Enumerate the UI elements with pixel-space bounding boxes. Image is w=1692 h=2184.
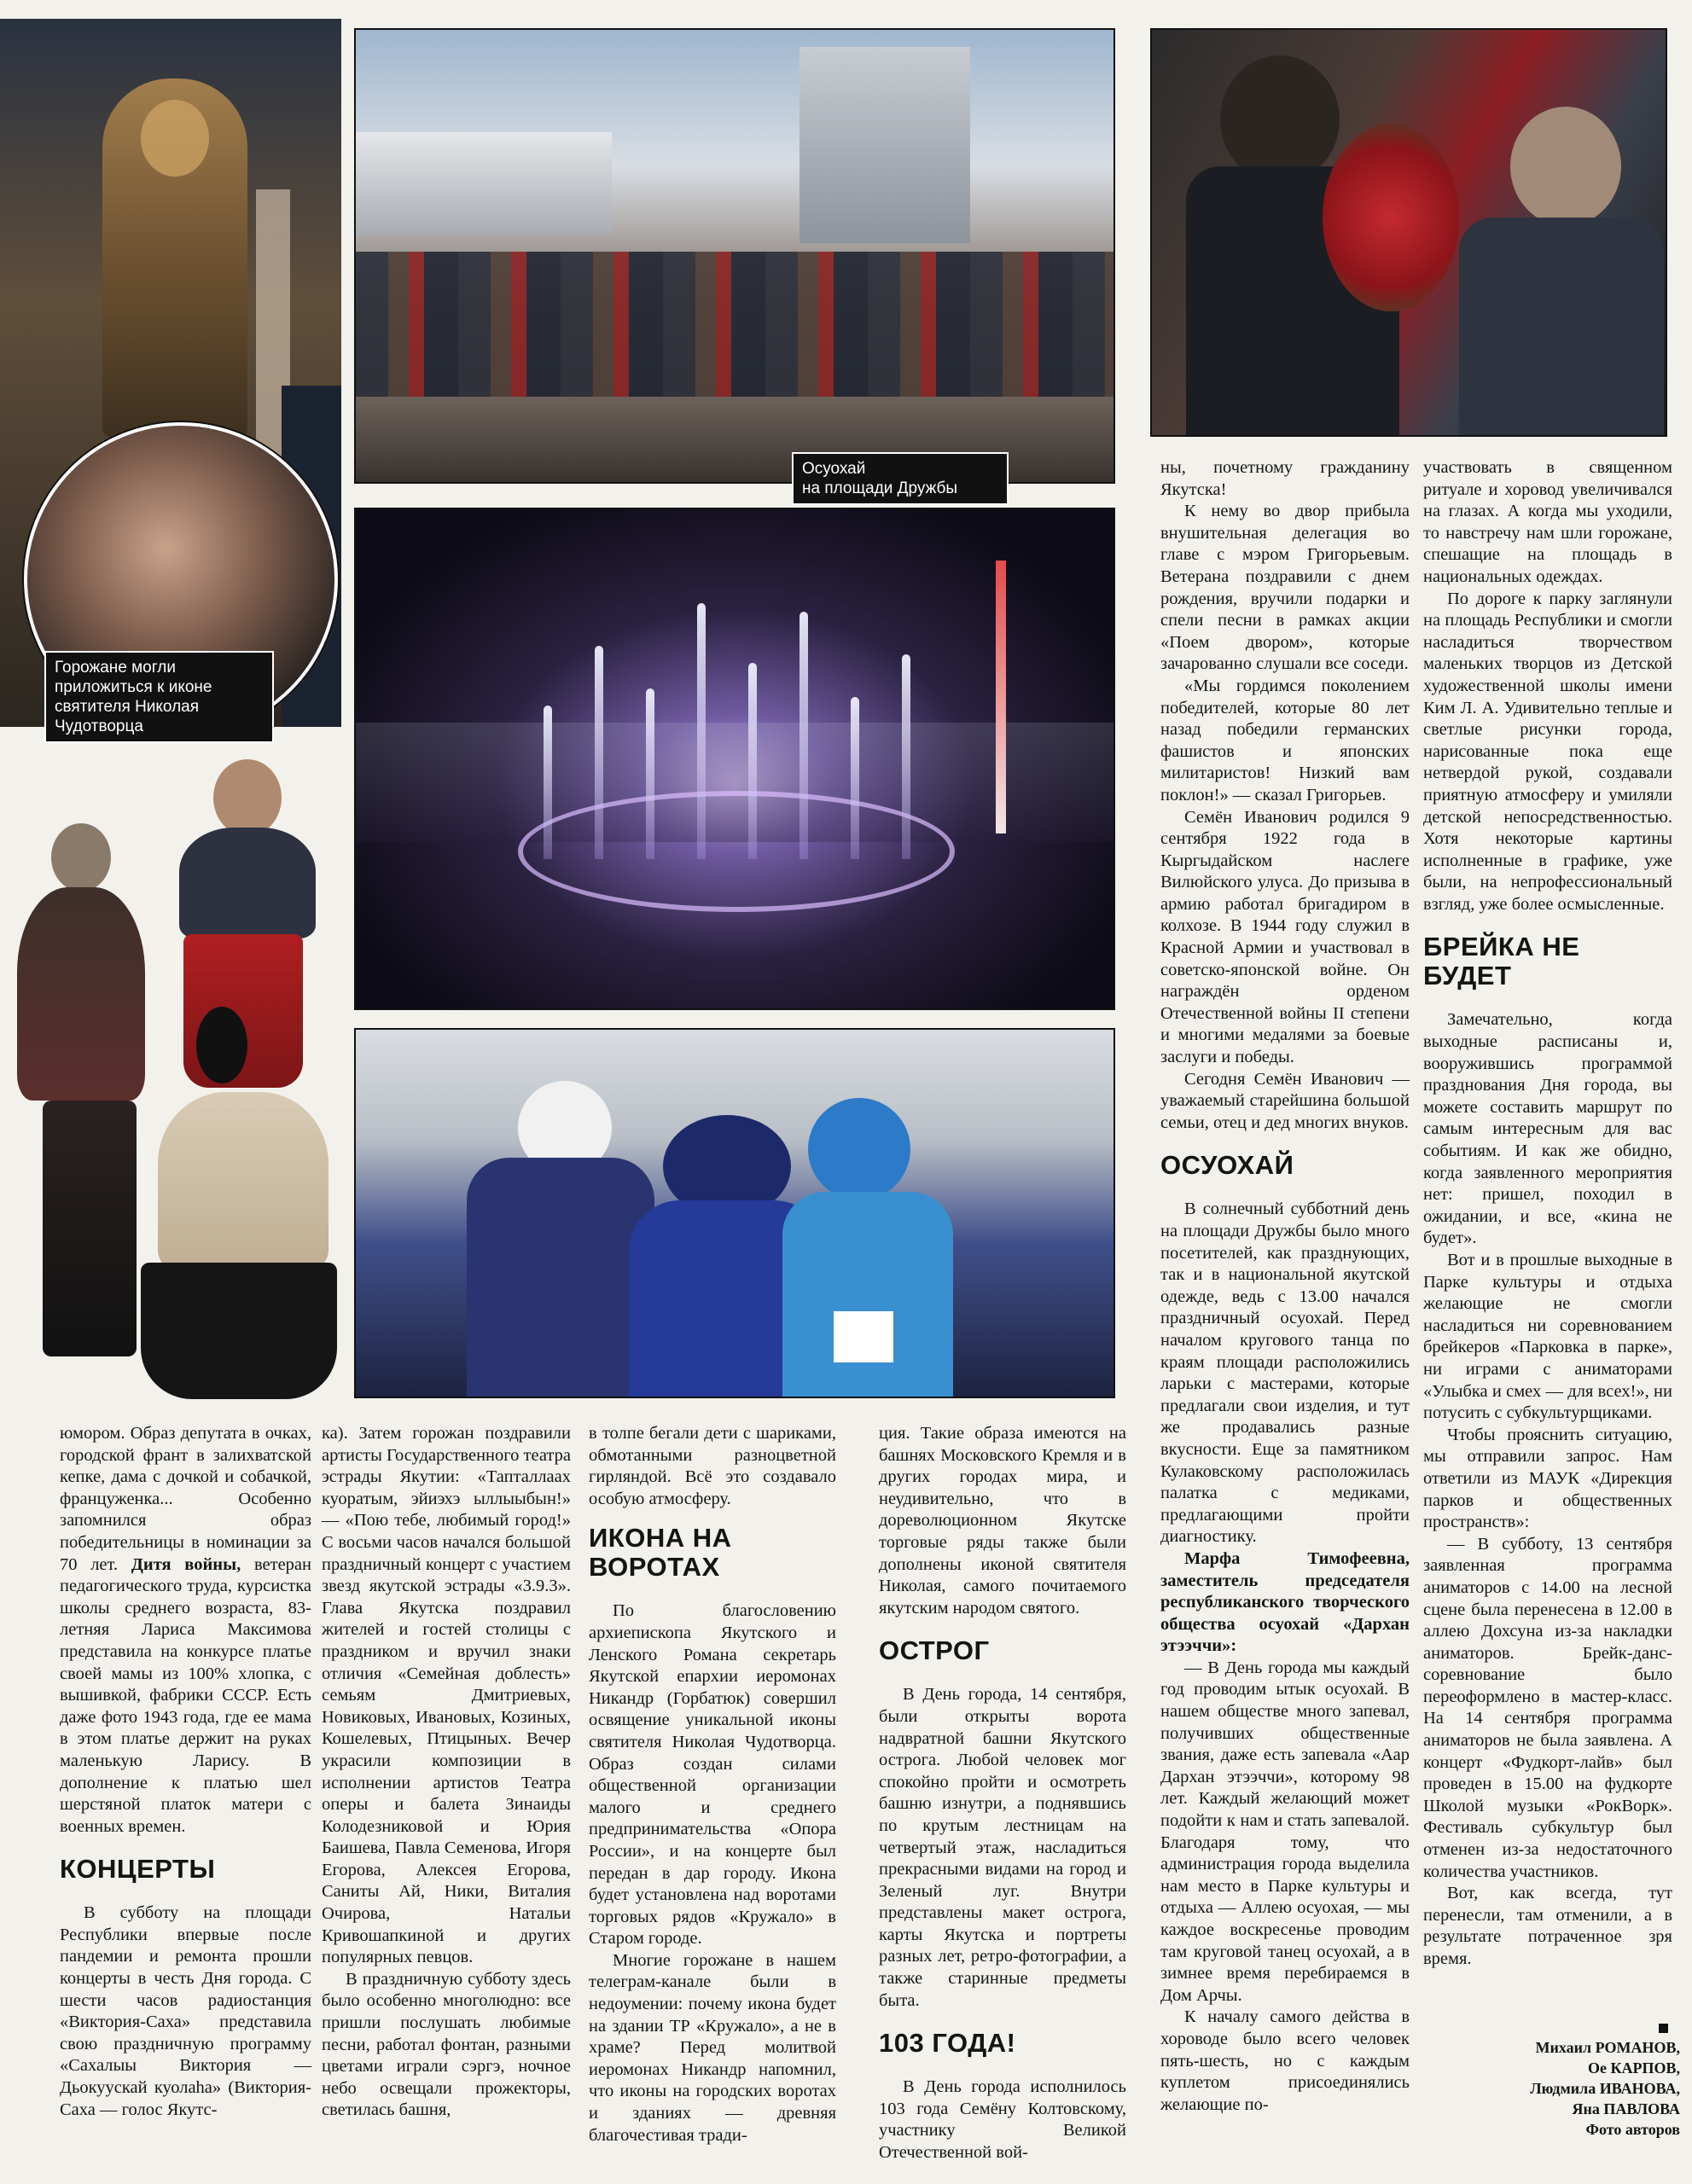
paragraph: — В субботу, 13 сентября заявленная программа аниматоров с 14.00 на лесной сцене была перенесена в 12.00 в аллею Дохсуна из-за накладки аниматоров. Брейк-данс-соревнование было переоформлено в мастер-класс. На 14 сентября программа аниматоров не была заявлена. А концерт «Фудкорт-лайв» был проведен в 15.00 на фудкорте Школой музыки «РокВорк». Фестиваль субкультур был отменен из-за недостаточного количества участников. <box>1423 1534 1672 1881</box>
author-name: Михаил РОМАНОВ, <box>1535 2039 1680 2056</box>
paragraph: ция. Такие образа имеются на башнях Московского Кремля и в других городах мира, и неудивительно, что в дореволюционном Якутске торговые ряды также были дополнены иконой святителя Николая, самого почитаемого якутским народом святого. <box>879 1424 1126 1618</box>
paragraph: К нему во двор прибыла внушительная делегация во главе с мэром Григорьевым. Ветерана поздравили с днем рождения, вручили подарки и спели песни в рамках акции «Поем двором», которые зачарованно слушали все соседи. <box>1160 502 1410 674</box>
paragraph: юмором. Образ депутата в очках, городской франт в залихватской кепке, дама с дочкой и собачкой, француженка... Особенно запомнился образ победительницы в номинации за 70 лет. <box>60 1424 311 1574</box>
caption-line: Осуохай <box>802 460 866 478</box>
paragraph: В субботу на площади Республики впервые после пандемии и ремонта прошли концерты в честь Дня города. С шести часов радиостанция «Виктория-Саха» представила свою праздничную программу «Сахалыы Виктория — Дьокуускай куолаһа» (Виктория-Саха — голос Якутс- <box>60 1903 311 2119</box>
caption-line: Горожане могли <box>55 659 176 677</box>
photo-credit: Фото авторов <box>1585 2121 1680 2138</box>
paragraph: По дороге к парку заглянули на площадь Республики и смогли насладиться творчеством маленьких творцов из Детской художественной школы имени Ким Л. А. Удивительно теплые и светлые рисунки города, нарисованные пока еще нетвердой рукой, создавали приятную атмосферу и умиляли детской непосредственностью. Хотя некоторые картины исполненные в графике, уже были, на непрофессиональный взгляд, уже более осмысленные. <box>1423 589 1672 914</box>
bold-speaker: Марфа Тимофеевна, заместитель председателя республиканского творческого общества осуохай «Дархан этээччи»: <box>1160 1548 1410 1656</box>
paragraph: В День города исполнилось 103 года Семёну Колтовскому, участнику Великой Отечественной вой- <box>879 2077 1126 2163</box>
section-heading-ostrog: ОСТРОГ <box>879 1635 990 1666</box>
author-name: Яна ПАВЛОВА <box>1572 2100 1680 2117</box>
paragraph: — В День города мы каждый год проводим ытык осуохай. В нашем обществе много запевал, получивших общественные звания, даже есть запевала «Аар Дархан этээччи», которому 98 лет. Каждый желающий может подойти к нам и стать запевалой. Благодаря тому, что администрация города выделила нам место в Парке культуры и отдыха — Аллею осуохая, — мы каждое воскресенье проводим там круговой танец осуохай, а в зимнее время перебираемся в Дом Арчы. <box>1160 1658 1410 2005</box>
caption-line: на площади Дружбы <box>802 479 958 497</box>
paragraph: По благословению архиепископа Якутского и Ленского Романа секретарь Якутской епархии иеромонах Никандр (Горбатюк) совершил освящение уникальной иконы святителя Николая Чудотворца. Образ создан силами общественной организации малого и среднего предпринимательства «Опора России», и на концерте был передан в дар городу. Икона будет установлена над воротами торговых рядов «Кружало» в Старом городе. <box>589 1601 836 1949</box>
caption-line: Чудотворца <box>55 717 143 735</box>
section-heading-concerts: КОНЦЕРТЫ <box>60 1854 216 1885</box>
paragraph: Многие горожане в нашем телеграм-канале были в недоумении: почему икона будет на здании ТР «Кружало», а не в храме? Перед молитвой иеромонах Никандр напомнил, что иконы на городских воротах и зданиях — древняя благочестивая тради- <box>589 1950 836 2145</box>
paragraph: ветеран педагогического труда, курсистка школы среднего возраста, 83-летняя Лариса Максимова представила на конкурсе платье своей мамы из 100% хлопка, с вышивкой, фабрики СССР. Есть даже фото 1943 года, где ее мама в этом платье держит на руках маленькую Ларису. В дополнение к платью шел шерстяной платок матери с военных времен. <box>60 1554 312 1836</box>
text-column-6 <box>1423 457 1672 1971</box>
paragraph: ны, почетному гражданину Якутска! <box>1160 458 1410 499</box>
paragraph: Замечательно, когда выходные расписаны и, вооружившись программой празднования Дня города, вы можете составить маршрут по самым интересным для вас событиям. И как же обидно, когда заявленного мероприятия нет: пришел, походил в ожидании, и все, «кина не будет». <box>1423 1010 1672 1248</box>
section-heading-no-break: БРЕЙКА НЕ БУДЕТ <box>1423 932 1580 991</box>
dance-photo-caption <box>792 452 1009 505</box>
runners-photo <box>354 1028 1115 1398</box>
paragraph: ка). Затем горожан поздравили артисты Государственного театра эстрады Якутии: «Тапталлаах куоратым, эйиэхэ ыллыыбын!» — «Пою тебе, любимый город!» С восьми часов начался большой праздничный концерт с участием звезд якутской эстрады «3.9.3». Глава Якутска поздравил жителей и гостей столицы с праздником и вручил знаки отличия «Семейная доблесть» семьям Дмитриевых, Новиковых, Ивановых, Козиных, Кошелевых, Птицыных. Вечер украсили композиции в исполнении артистов Театра оперы и балета Зинаиды Колодезниковой и Юрия Баишева, Павла Семенова, Игоря Егорова, Алексея Егорова, Саниты Ай, Ники, Виталия Очирова, Натальи Кривошапкиной и других популярных певцов. <box>322 1424 571 1967</box>
paragraph: участвовать в священном ритуале и хоровод увеличивался на глазах. А когда мы уходили, то навстречу нам шли горожане, спешащие на площадь в национальных одеждах. <box>1423 458 1672 586</box>
text-column-2 <box>322 1423 571 2122</box>
author-name: Людмила ИВАНОВА, <box>1530 2080 1680 2097</box>
section-heading-osuokhai: ОСУОХАЙ <box>1160 1150 1294 1181</box>
section-heading-icon-on-gates: ИКОНА НА ВОРОТАХ <box>589 1523 732 1583</box>
veteran-photo <box>1150 28 1667 437</box>
paragraph: К началу самого действа в хороводе было всего человек пять-шесть, но с каждым куплетом присоединялись желающие по- <box>1160 2007 1410 2114</box>
bold-phrase: Дитя войны, <box>131 1554 241 1574</box>
paragraph: В солнечный субботний день на площади Дружбы было много посетителей, как празднующих, так и в национальной якутской одежде, ведь с 13.00 начался праздничный осуохай. Перед началом кругового танца по краям площади расположились ларьки с мастерами, которые предлагали свои изделия, и тут же продавались разные вкусности. Еще за памятником Кулаковскому расположилась палатка с медиками, предлагающими пройти диагностику. <box>1160 1199 1410 1547</box>
paragraph: «Мы гордимся поколением победителей, которые 80 лет назад победили германских фашистов и японских милитаристов! Низкий вам поклон!» — сказал Григорьев. <box>1160 676 1410 804</box>
section-heading-103-years: 103 ГОДА! <box>879 2028 1016 2059</box>
caption-line: приложиться к иконе <box>55 678 212 696</box>
paragraph: Вот, как всегда, тут перенесли, там отменили, а в результате потраченное зря время. <box>1423 1884 1672 1968</box>
author-signature <box>1530 2037 1680 2140</box>
article-end-mark <box>1659 2022 1668 2037</box>
paragraph: Вот и в прошлые выходные в Парке культуры и отдыха желающие не смогли насладиться ни соревнованием брейкеров «Парковка в парке», ни играми с аниматорами «Улыбка и смех — для всех!», ни потусить с субкультурщиками. <box>1423 1251 1672 1423</box>
caption-line: святителя Николая <box>55 698 200 716</box>
fountain-photo <box>354 508 1115 1010</box>
paragraph: Семён Иванович родился 9 сентября 1922 года в Кыргыдайском наслеге Вилюйского улуса. До призыва в армию работал бригадиром в колхозе. В 1944 году служил в Красной Армии и участвовал в советско-японской войне. Он награждён орденом Отечественной войны II степени и многими медалями за боевые заслуги и победы. <box>1160 807 1410 1067</box>
paragraph: В День города, 14 сентября, были открыты ворота надвратной башни Якутского острога. Любой человек мог спокойно пройти и осмотреть башню изнутри, а поднявшись по крутым лестницам на четвертый этаж, насладиться прекрасными видами на город и Зеленый луг. Внутри представлены макет острога, карты Якутска и портреты разных лет, ретро-фотографии, а также старинные предметы быта. <box>879 1685 1126 2010</box>
text-column-5 <box>1160 457 1410 2116</box>
paragraph: Сегодня Семён Иванович — уважаемый старейшина большой семьи, отец и дед многих внуков. <box>1160 1069 1410 1132</box>
costume-photo <box>0 725 350 1408</box>
paragraph: Чтобы прояснить ситуацию, мы отправили запрос. Нам ответили из МАУК «Дирекция парков и общественных пространств»: <box>1423 1425 1672 1532</box>
text-column-3 <box>589 1423 836 2146</box>
dance-photo <box>354 28 1115 484</box>
text-column-4 <box>879 1423 1126 2164</box>
paragraph: в толпе бегали дети с шариками, обмотанными разноцветной гирляндой. Всё это создавало особую атмосферу. <box>589 1424 836 1508</box>
text-column-1 <box>60 1423 311 2121</box>
paragraph: В праздничную субботу здесь было особенно многолюдно: все пришли послушать любимые песни, работал фонтан, разными цветами играли сэргэ, ночное небо освещали прожекторы, светилась башня, <box>322 1969 571 2120</box>
author-name: Ое КАРПОВ, <box>1587 2059 1680 2077</box>
